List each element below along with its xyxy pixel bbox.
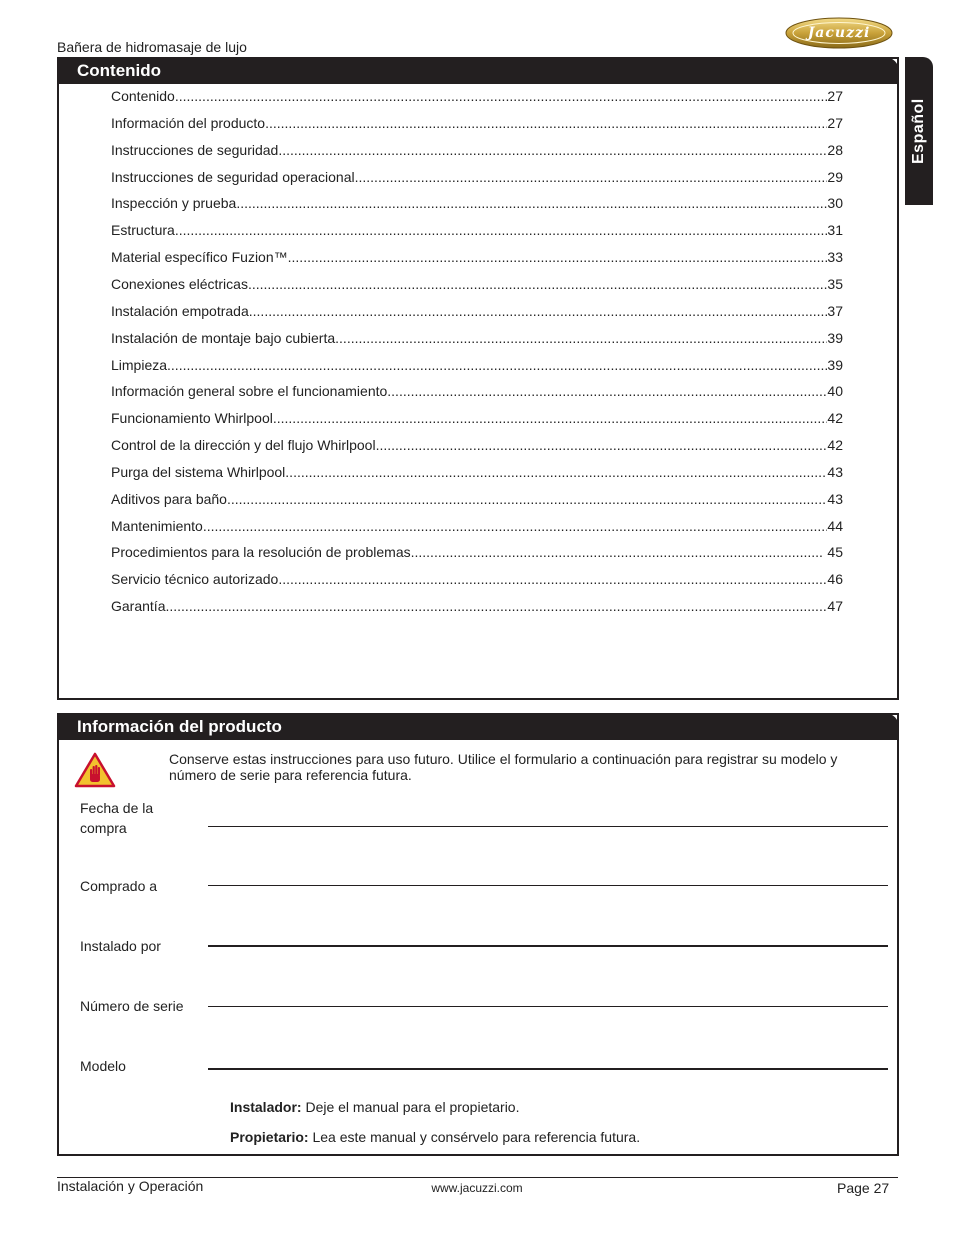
toc-entry-label: Procedimientos para la resolución de problemas bbox=[111, 544, 411, 560]
toc-entry[interactable] bbox=[111, 275, 843, 293]
toc-entry-page: 43 bbox=[827, 464, 843, 480]
toc-entry-page: 47 bbox=[827, 598, 843, 614]
toc-entry-label: Instrucciones de seguridad operacional bbox=[111, 169, 355, 185]
toc-entry[interactable] bbox=[111, 168, 843, 186]
serial-number-line[interactable] bbox=[208, 1006, 888, 1007]
toc-entry[interactable] bbox=[111, 382, 843, 400]
toc-entry-label: Contenido bbox=[111, 88, 175, 104]
toc-entry[interactable] bbox=[111, 87, 843, 105]
toc-entry-label: Conexiones eléctricas bbox=[111, 276, 248, 292]
installer-note-label: Instalador: bbox=[230, 1099, 302, 1115]
toc-dot-leader bbox=[387, 382, 827, 400]
toc-dot-leader bbox=[249, 302, 828, 320]
installer-note-text: Deje el manual para el propietario. bbox=[301, 1099, 520, 1115]
product-info-title: Información del producto bbox=[77, 717, 282, 736]
logo-text: Jacuzzi bbox=[807, 25, 871, 41]
installed-by-line[interactable] bbox=[208, 945, 888, 947]
purchase-date-label: Fecha de la compra bbox=[80, 800, 154, 836]
toc-entry-label: Material específico Fuzion™ bbox=[111, 249, 288, 265]
model-label: Modelo bbox=[80, 1058, 126, 1074]
contents-header bbox=[57, 57, 899, 84]
warning-hand-icon bbox=[74, 752, 116, 788]
toc-entry[interactable] bbox=[111, 141, 843, 159]
owner-note-text: Lea este manual y consérvelo para referencia futura. bbox=[308, 1129, 641, 1145]
toc-dot-leader bbox=[165, 597, 827, 615]
toc-entry-page: 44 bbox=[827, 518, 843, 534]
document-title: Bañera de hidromasaje de lujo bbox=[57, 39, 247, 55]
toc-entry-label: Servicio técnico autorizado bbox=[111, 571, 279, 587]
product-info-intro: Conserve estas instrucciones para uso futuro. Utilice el formulario a continuación para registrar su modelo y número de serie para referencia futura. bbox=[169, 751, 838, 783]
toc-entry-page: 39 bbox=[827, 357, 843, 373]
toc-entry[interactable] bbox=[111, 114, 843, 132]
toc-entry-page: 45 bbox=[823, 544, 843, 560]
toc-dot-leader bbox=[248, 275, 827, 293]
toc-dot-leader bbox=[203, 517, 828, 535]
toc-dot-leader bbox=[355, 168, 828, 186]
toc-entry-label: Aditivos para baño bbox=[111, 491, 227, 507]
toc-dot-leader bbox=[335, 329, 827, 347]
toc-dot-leader bbox=[175, 221, 828, 239]
installer-note bbox=[230, 1098, 519, 1116]
toc-dot-leader bbox=[376, 436, 828, 454]
serial-number-label: Número de serie bbox=[80, 998, 184, 1014]
purchase-date-line[interactable] bbox=[208, 826, 888, 827]
toc-entry[interactable] bbox=[111, 329, 843, 347]
toc-entry-page: 42 bbox=[827, 410, 843, 426]
toc-dot-leader bbox=[278, 141, 827, 159]
toc-entry[interactable] bbox=[111, 302, 843, 320]
toc-entry-page: 40 bbox=[827, 383, 843, 399]
model-line[interactable] bbox=[208, 1068, 888, 1070]
language-tab bbox=[905, 57, 933, 205]
product-info-header bbox=[57, 713, 899, 740]
toc-entry-label: Mantenimiento bbox=[111, 518, 203, 534]
toc-entry-label: Información del producto bbox=[111, 115, 266, 131]
purchased-from-label: Comprado a bbox=[80, 878, 158, 894]
toc-entry-label: Instrucciones de seguridad bbox=[111, 142, 279, 158]
toc-entry-page: 33 bbox=[827, 249, 843, 265]
toc-entry-page: 29 bbox=[827, 169, 843, 185]
toc-entry-label: Control de la dirección y del flujo Whirlpool bbox=[111, 437, 376, 453]
toc-entry[interactable] bbox=[111, 248, 843, 266]
toc-entry-label: Instalación empotrada bbox=[111, 303, 249, 319]
toc-dot-leader bbox=[411, 543, 824, 561]
toc-entry-label: Garantía bbox=[111, 598, 166, 614]
toc-entry-page: 39 bbox=[827, 330, 843, 346]
toc-dot-leader bbox=[285, 463, 827, 481]
toc-entry-page: 37 bbox=[827, 303, 843, 319]
toc-entry-page: 27 bbox=[827, 115, 843, 131]
toc-dot-leader bbox=[236, 194, 827, 212]
toc-entry[interactable] bbox=[111, 409, 843, 427]
toc-entry[interactable] bbox=[111, 436, 843, 454]
toc-dot-leader bbox=[167, 356, 827, 374]
toc-entry[interactable] bbox=[111, 194, 843, 212]
footer-left-text: Instalación y Operación bbox=[57, 1178, 204, 1194]
toc-entry-label: Funcionamiento Whirlpool bbox=[111, 410, 273, 426]
toc-entry-page: 28 bbox=[827, 142, 843, 158]
owner-note bbox=[230, 1128, 640, 1146]
toc-dot-leader bbox=[278, 570, 827, 588]
toc-entry[interactable] bbox=[111, 463, 843, 481]
toc-entry-label: Limpieza bbox=[111, 357, 168, 373]
toc-entry-label: Instalación de montaje bajo cubierta bbox=[111, 330, 336, 346]
toc-entry-page: 43 bbox=[827, 491, 843, 507]
toc-entry-label: Inspección y prueba bbox=[111, 195, 237, 211]
purchased-from-line[interactable] bbox=[208, 885, 888, 886]
toc-dot-leader bbox=[175, 87, 828, 105]
toc-entry-page: 46 bbox=[827, 571, 843, 587]
toc-dot-leader bbox=[227, 490, 827, 508]
toc-entry[interactable] bbox=[111, 543, 843, 561]
contents-title: Contenido bbox=[77, 61, 162, 80]
toc-dot-leader bbox=[288, 248, 828, 266]
toc-entry[interactable] bbox=[111, 517, 843, 535]
toc-entry-page: 35 bbox=[827, 276, 843, 292]
toc-entry-label: Estructura bbox=[111, 222, 175, 238]
toc-entry[interactable] bbox=[111, 221, 843, 239]
footer-page-number: Page 27 bbox=[837, 1180, 890, 1196]
toc-entry[interactable] bbox=[111, 570, 843, 588]
owner-note-label: Propietario: bbox=[230, 1129, 309, 1145]
toc-entry-page: 30 bbox=[827, 195, 843, 211]
toc-entry-page: 31 bbox=[827, 222, 843, 238]
toc-dot-leader bbox=[273, 409, 828, 427]
toc-entry-label: Información general sobre el funcionamiento bbox=[111, 383, 388, 399]
toc-entry[interactable] bbox=[111, 490, 843, 508]
toc-dot-leader bbox=[265, 114, 827, 132]
toc-entry-page: 27 bbox=[827, 88, 843, 104]
jacuzzi-logo bbox=[785, 17, 893, 49]
language-tab-label: Español bbox=[910, 98, 927, 164]
toc-entry[interactable] bbox=[111, 597, 843, 615]
installed-by-label: Instalado por bbox=[80, 938, 161, 954]
toc-entry-page: 42 bbox=[827, 437, 843, 453]
toc-entry[interactable] bbox=[111, 356, 843, 374]
footer-website[interactable]: www.jacuzzi.com bbox=[431, 1181, 523, 1195]
toc-entry-label: Purga del sistema Whirlpool bbox=[111, 464, 286, 480]
